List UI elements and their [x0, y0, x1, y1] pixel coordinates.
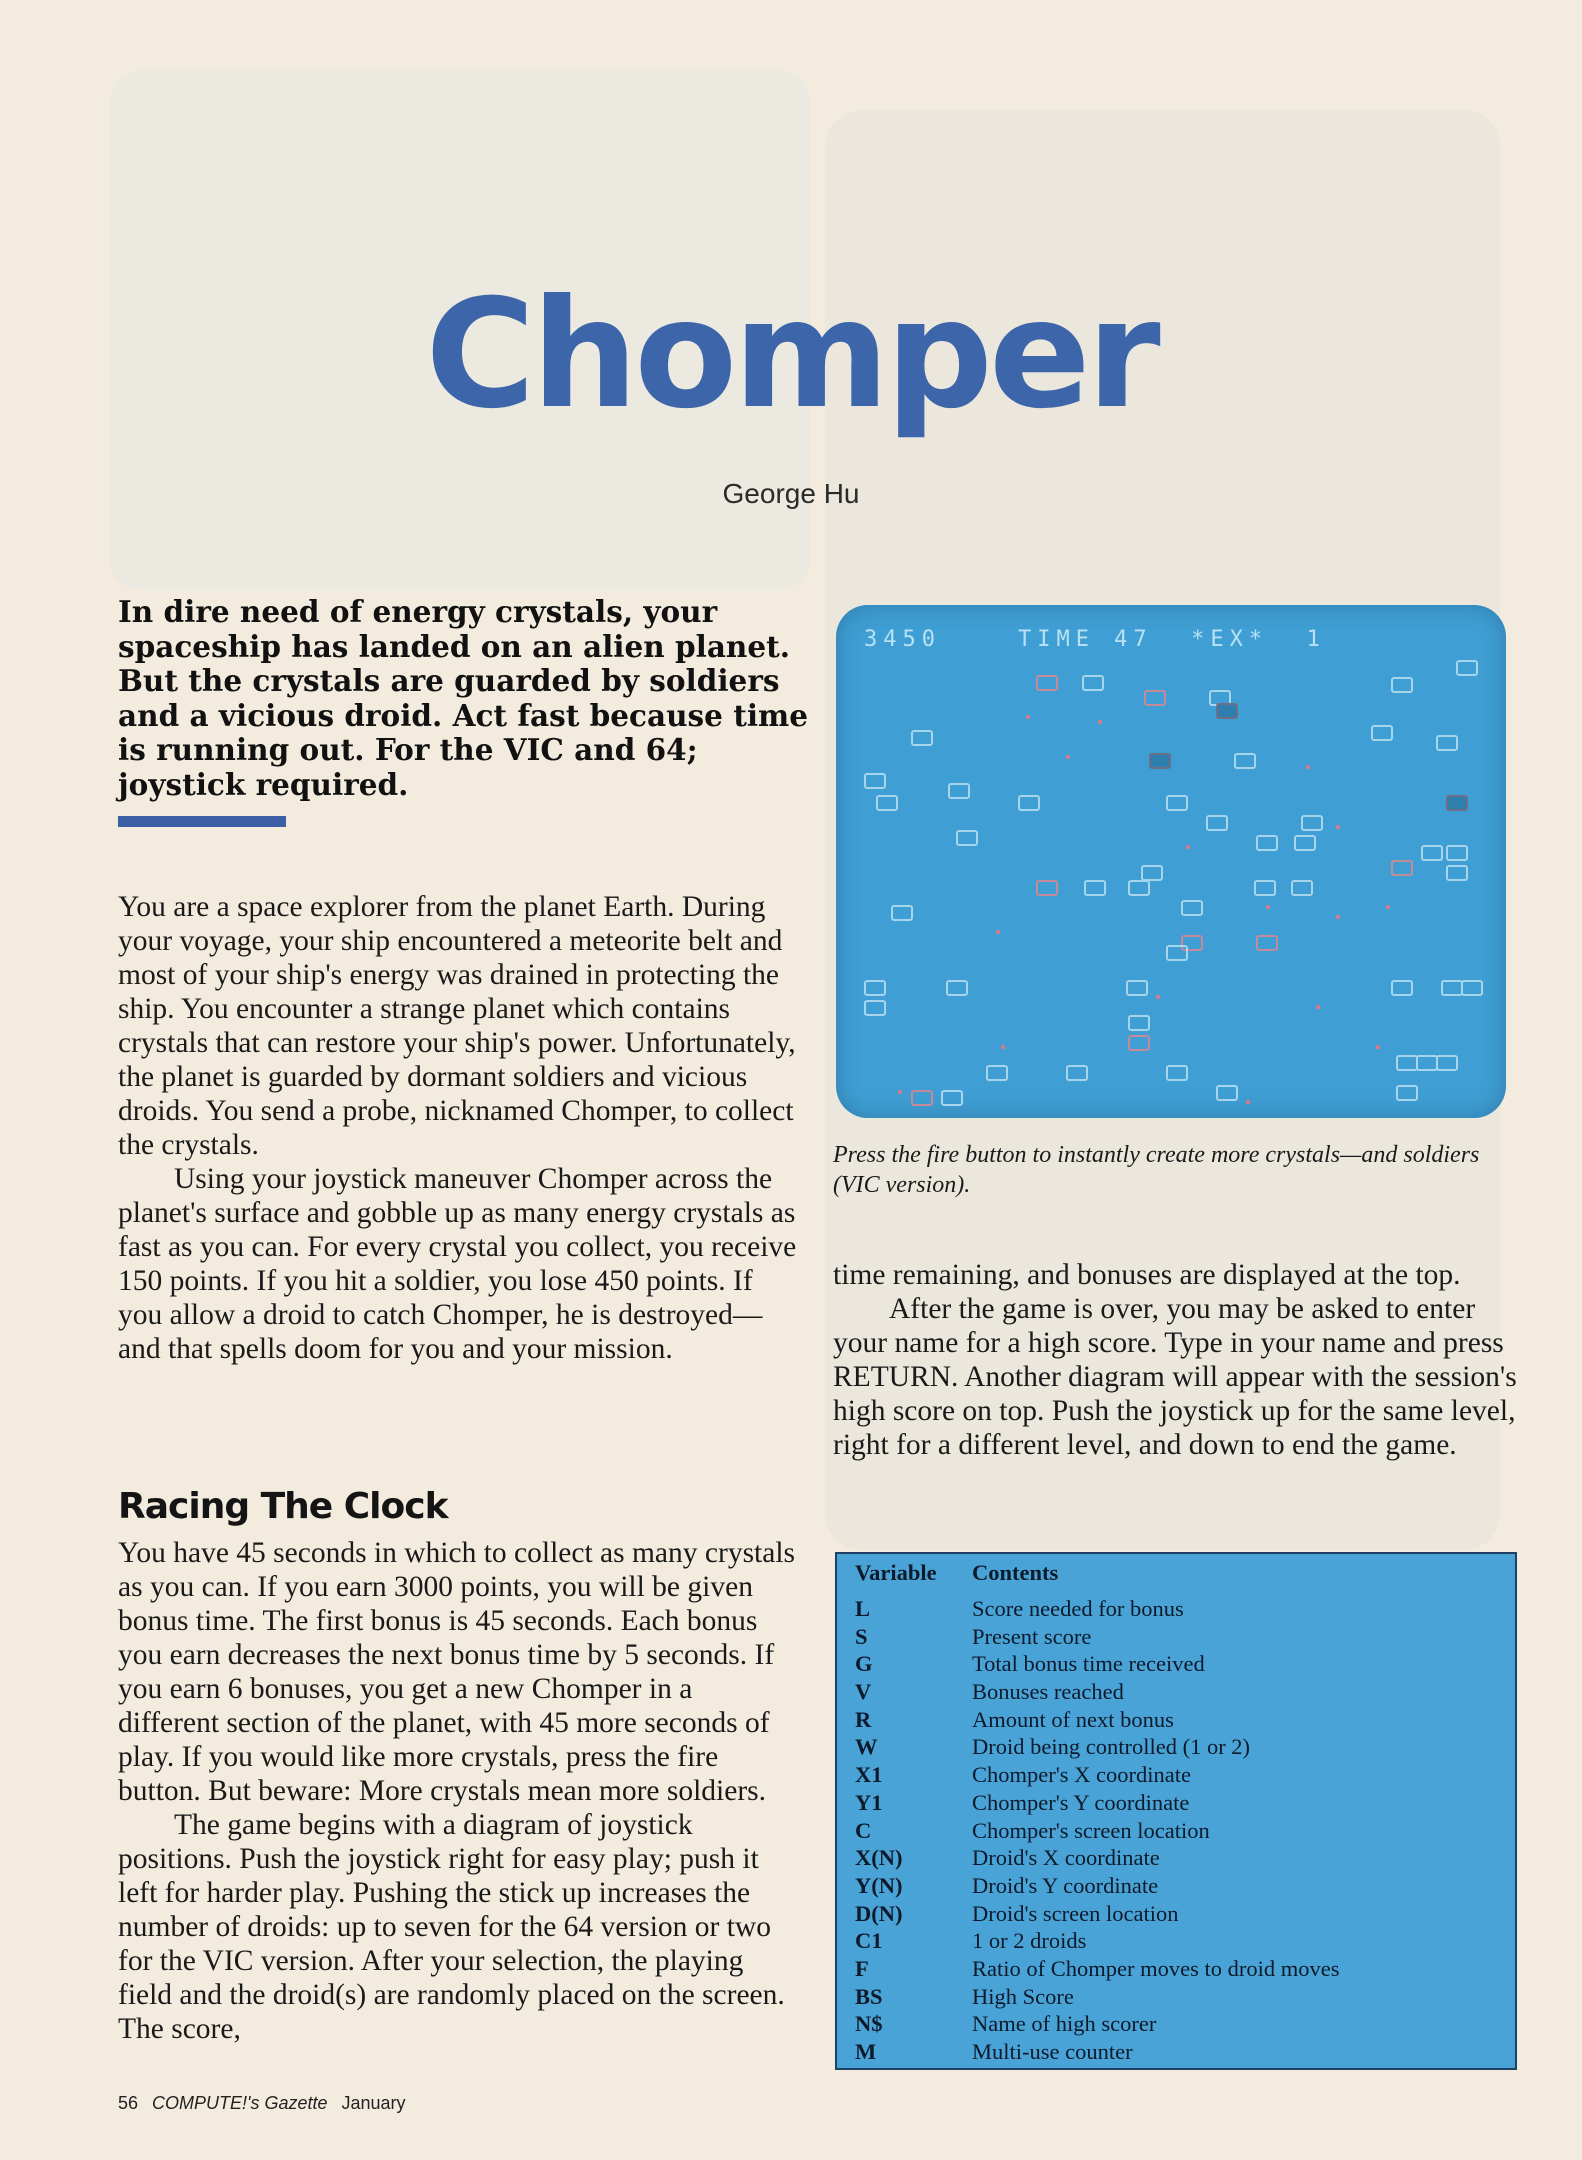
variable-contents: High Score	[972, 1983, 1074, 2009]
body-column-right	[833, 1258, 1518, 1462]
variable-contents: Chomper's Y coordinate	[972, 1789, 1190, 1815]
game-hud: 3450 TIME 47 *EX* 1	[864, 627, 1326, 652]
game-soldier	[1246, 1100, 1250, 1104]
game-crystal	[1066, 1065, 1088, 1081]
game-crystal	[1441, 980, 1463, 996]
variable-name: X1	[855, 1762, 883, 1788]
variable-contents: Droid's X coordinate	[972, 1845, 1160, 1871]
table-row	[837, 1679, 1515, 1707]
paragraph-display: time remaining, and bonuses are displayed at the top.	[833, 1259, 1461, 1291]
game-crystal	[1436, 735, 1458, 751]
game-crystal	[1036, 880, 1058, 896]
game-screenshot	[836, 605, 1506, 1118]
variable-name: D(N)	[855, 1900, 903, 1926]
table-row	[837, 1596, 1515, 1624]
game-crystal	[1216, 703, 1238, 719]
variable-contents: Present score	[972, 1623, 1092, 1649]
table-row	[837, 2011, 1515, 2039]
game-crystal	[1166, 945, 1188, 961]
game-crystal	[1128, 880, 1150, 896]
game-crystal	[911, 730, 933, 746]
game-soldier	[1001, 1045, 1005, 1049]
section-heading: Racing The Clock	[118, 1486, 448, 1527]
body-column-left-bottom	[118, 1536, 798, 2046]
variable-table	[835, 1552, 1517, 2070]
game-crystal	[1234, 753, 1256, 769]
game-crystal	[1166, 795, 1188, 811]
game-soldier	[1316, 1005, 1320, 1009]
game-crystal	[1141, 865, 1163, 881]
game-crystal	[956, 830, 978, 846]
game-crystal	[1294, 835, 1316, 851]
game-crystal	[1084, 880, 1106, 896]
table-row	[837, 1790, 1515, 1818]
variable-name: V	[855, 1679, 872, 1705]
game-crystal	[946, 980, 968, 996]
game-crystal	[1461, 980, 1483, 996]
game-soldier	[1386, 905, 1390, 909]
variable-contents: Amount of next bonus	[972, 1706, 1174, 1732]
game-crystal	[1421, 845, 1443, 861]
game-soldier	[1026, 715, 1030, 719]
variable-contents: Score needed for bonus	[972, 1596, 1184, 1621]
variable-name: Y1	[855, 1789, 883, 1815]
game-crystal	[941, 1090, 963, 1106]
paragraph-joystick: Using your joystick maneuver Chomper across the planet's surface and gobble up as many energy crystals as fast as you can. For every crystal you collect, you receive 150 points. If you hit a soldier, you lose 450 points. If you allow a droid to catch Chomper, he is destroyed—and that spells doom for you and your mission.	[118, 1163, 797, 1365]
variable-contents: Droid's screen location	[972, 1900, 1179, 1926]
table-row	[837, 1956, 1515, 1984]
variable-contents: 1 or 2 droids	[972, 1928, 1087, 1954]
game-crystal	[1216, 1085, 1238, 1101]
variable-contents: Droid's Y coordinate	[972, 1872, 1159, 1898]
variable-contents: Droid being controlled (1 or 2)	[972, 1734, 1251, 1760]
game-soldier	[1336, 825, 1340, 829]
table-row	[837, 1901, 1515, 1929]
variable-name: C1	[855, 1928, 883, 1954]
game-crystal	[1256, 935, 1278, 951]
game-crystal	[1436, 1055, 1458, 1071]
game-crystal	[1149, 753, 1171, 769]
game-crystal	[864, 980, 886, 996]
table-row	[837, 1928, 1515, 1956]
variable-contents: Chomper's X coordinate	[972, 1762, 1192, 1788]
variable-contents: Ratio of Chomper moves to droid moves	[972, 1955, 1340, 1981]
game-crystal	[1396, 1085, 1418, 1101]
variable-name: W	[855, 1734, 878, 1760]
table-row	[837, 1734, 1515, 1762]
page-footer	[118, 2093, 406, 2114]
issue-month: January	[341, 2093, 406, 2113]
variable-name: Y(N)	[855, 1872, 903, 1898]
table-rows	[837, 1596, 1515, 2067]
game-crystal	[891, 905, 913, 921]
game-crystal	[948, 783, 970, 799]
game-crystal	[911, 1090, 933, 1106]
game-soldier	[996, 930, 1000, 934]
table-row	[837, 1818, 1515, 1846]
article-author: George Hu	[722, 478, 860, 509]
table-row	[837, 1873, 1515, 1901]
game-crystal	[986, 1065, 1008, 1081]
table-header-variable: Variable	[855, 1560, 937, 1585]
game-soldier	[898, 1090, 902, 1094]
paragraph-game-begins: The game begins with a diagram of joystick positions. Push the joystick right for easy play; push it left for harder play. Pushing the stick up increases the number of droids: up to seven for the 64 version or two for the VIC version. After your selection, the playing field and the droid(s) are randomly placed on the screen. The score,	[118, 1809, 785, 2045]
variable-name: N$	[855, 2011, 883, 2037]
game-crystal	[876, 795, 898, 811]
game-crystal	[1446, 795, 1468, 811]
paragraph-time: You have 45 seconds in which to collect as many crystals as you can. If you earn 3000 points, you will be given bonus time. The first bonus is 45 seconds. Each bonus you earn decreases the next bonus time by 5 seconds. If you earn 6 bonuses, you get a new Chomper in a different section of the planet, with 45 more seconds of play. If you would like more crystals, press the fire button. But beware: More crystals mean more soldiers.	[118, 1537, 796, 1807]
game-crystal	[1128, 1015, 1150, 1031]
game-soldier	[1066, 755, 1070, 759]
table-row	[837, 1707, 1515, 1735]
game-crystal	[1416, 1055, 1438, 1071]
game-soldier	[1336, 915, 1340, 919]
game-soldier	[1266, 905, 1270, 909]
game-crystal	[1254, 880, 1276, 896]
table-row	[837, 1624, 1515, 1652]
game-crystal	[864, 1000, 886, 1016]
variable-name: R	[855, 1706, 872, 1732]
variable-contents: Total bonus time received	[972, 1651, 1205, 1677]
game-crystal	[1391, 677, 1413, 693]
game-crystal	[1082, 675, 1104, 691]
game-crystal	[1144, 690, 1166, 706]
body-column-left-top	[118, 890, 798, 1366]
article-title: Chomper	[425, 268, 1157, 442]
game-crystal	[1446, 865, 1468, 881]
variable-name: X(N)	[855, 1845, 903, 1871]
game-crystal	[1128, 1035, 1150, 1051]
game-crystal	[1391, 980, 1413, 996]
table-row	[837, 1651, 1515, 1679]
article-lead: In dire need of energy crystals, your spaceship has landed on an alien planet. But the crystals are guarded by soldiers and a vicious droid. Act fast because time is running out. For the VIC and 64; joystick required.	[118, 594, 809, 802]
game-crystal	[1396, 1055, 1418, 1071]
variable-contents: Chomper's screen location	[972, 1817, 1210, 1843]
game-soldier	[1156, 995, 1160, 999]
table-row	[837, 2039, 1515, 2067]
game-soldier	[1186, 845, 1190, 849]
variable-contents: Bonuses reached	[972, 1679, 1124, 1705]
game-crystal	[1371, 725, 1393, 741]
variable-name: S	[855, 1623, 868, 1649]
variable-name: F	[855, 1955, 869, 1981]
variable-contents: Name of high scorer	[972, 2011, 1157, 2037]
screenshot-caption: Press the fire button to instantly create more crystals—and soldiers (VIC version).	[833, 1142, 1480, 1198]
variable-name: G	[855, 1651, 873, 1677]
variable-name: L	[855, 1596, 871, 1621]
magazine-name: COMPUTE!'s Gazette	[152, 2093, 328, 2113]
game-crystal	[1456, 660, 1478, 676]
game-crystal	[864, 773, 886, 789]
table-row	[837, 1845, 1515, 1873]
table-header-contents: Contents	[972, 1560, 1059, 1585]
game-crystal	[1018, 795, 1040, 811]
game-crystal	[1126, 980, 1148, 996]
game-soldier	[1376, 1045, 1380, 1049]
variable-name: C	[855, 1817, 872, 1843]
paragraph-high-score: After the game is over, you may be asked to enter your name for a high score. Type in your name and press RETURN. Another diagram will appear with the session's high score on top. Push the joystick up for the same level, right for a different level, and down to end the game.	[833, 1293, 1517, 1461]
table-row	[837, 1762, 1515, 1790]
table-row	[837, 1984, 1515, 2012]
variable-name: BS	[855, 1983, 883, 2009]
game-crystal	[1301, 815, 1323, 831]
game-crystal	[1256, 835, 1278, 851]
variable-contents: Multi-use counter	[972, 2039, 1133, 2064]
game-crystal	[1036, 675, 1058, 691]
variable-name: M	[855, 2039, 877, 2064]
page-number: 56	[118, 2093, 139, 2113]
game-crystal	[1166, 1065, 1188, 1081]
lead-divider	[118, 816, 286, 827]
game-crystal	[1181, 900, 1203, 916]
game-crystal	[1446, 845, 1468, 861]
game-crystal	[1206, 815, 1228, 831]
paragraph-intro: You are a space explorer from the planet Earth. During your voyage, your ship encountered a meteorite belt and most of your ship's energy was drained in protecting the ship. You encounter a strange planet which contains crystals that can restore your ship's power. Unfortunately, the planet is guarded by dormant soldiers and vicious droids. You send a probe, nicknamed Chomper, to collect the crystals.	[118, 891, 796, 1161]
game-soldier	[1306, 765, 1310, 769]
game-crystal	[1291, 880, 1313, 896]
game-soldier	[1098, 720, 1102, 724]
game-crystal	[1391, 860, 1413, 876]
